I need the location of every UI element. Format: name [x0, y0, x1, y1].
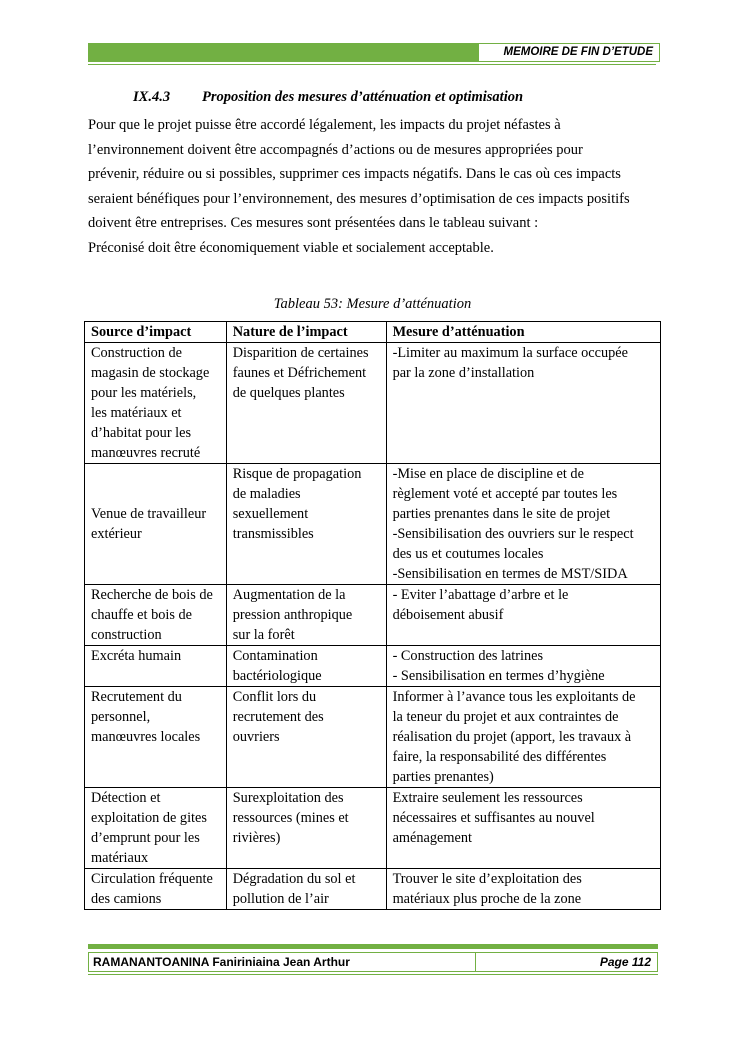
cell-text: -Sensibilisation en termes de MST/SIDA: [392, 566, 628, 582]
cell-text: Détection et: [91, 790, 161, 806]
cell-mesure: [386, 869, 660, 910]
cell-nature: [226, 687, 386, 788]
cell-nature: [226, 464, 386, 585]
table-row: [85, 464, 661, 585]
header-title: MEMOIRE DE FIN D’ETUDE: [503, 46, 653, 58]
cell-text: par la zone d’installation: [392, 365, 535, 381]
cell-text: Contamination: [232, 648, 318, 664]
header-rule: [88, 64, 656, 65]
table-header-row: [85, 322, 661, 343]
cell-text: sur la forêt: [232, 627, 295, 643]
cell-text: parties prenantes dans le site de projet: [392, 506, 611, 522]
footer-band: [88, 944, 658, 949]
cell-text: réalisation du projet (apport, les travaux à: [392, 729, 632, 745]
paragraph-line: Préconisé doit être économiquement viable et socialement acceptable.: [88, 239, 494, 256]
cell-text: matériaux plus proche de la zone: [392, 891, 582, 907]
table-body: [85, 343, 661, 910]
cell-text: chauffe et bois de: [91, 607, 192, 623]
table-row: [85, 585, 661, 646]
table-row: [85, 646, 661, 687]
cell-text: faire, la responsabilité des différentes: [392, 749, 607, 765]
cell-text: pollution de l’air: [232, 891, 329, 907]
cell-text: recrutement des: [232, 709, 324, 725]
table-row: [85, 788, 661, 869]
cell-text: Extraire seulement les ressources: [392, 790, 583, 806]
cell-text: - Sensibilisation en termes d’hygiène: [392, 668, 605, 684]
cell-text: Risque de propagation: [232, 466, 362, 482]
cell-nature: [226, 869, 386, 910]
cell-mesure: [386, 585, 660, 646]
cell-text: de maladies: [232, 486, 301, 502]
cell-source: [85, 788, 227, 869]
cell-text: -Sensibilisation des ouvriers sur le respect: [392, 526, 634, 542]
header-source: Source d’impact: [85, 322, 227, 343]
footer-rule: [88, 974, 658, 975]
cell-text: Dégradation du sol et: [232, 871, 356, 887]
paragraph-line: Pour que le projet puisse être accordé légalement, les impacts du projet néfastes à: [88, 117, 561, 133]
body-paragraph: [88, 113, 658, 261]
cell-text: aménagement: [392, 830, 472, 846]
cell-text: ressources (mines et: [232, 810, 349, 826]
table-row: [85, 869, 661, 910]
cell-text: Disparition de certaines: [232, 345, 369, 361]
cell-text: Construction de: [91, 345, 182, 361]
cell-text: Excréta humain: [91, 648, 182, 664]
cell-source: [85, 464, 227, 585]
page-footer: [88, 952, 658, 972]
cell-text: bactériologique: [232, 668, 322, 684]
paragraph-line: prévenir, réduire ou si possibles, supprimer ces impacts négatifs. Dans le cas où ces impacts: [88, 166, 621, 183]
cell-text: construction: [91, 627, 162, 643]
cell-text: ouvriers: [232, 729, 280, 745]
cell-source: [85, 646, 227, 687]
cell-nature: [226, 646, 386, 687]
cell-mesure: [386, 788, 660, 869]
paragraph-line: l’environnement doivent être accompagnés d’actions ou de mesures appropriées pour: [88, 141, 583, 158]
cell-text: - Construction des latrines: [392, 648, 544, 664]
cell-text: -Limiter au maximum la surface occupée: [392, 345, 628, 361]
cell-text: manœuvres recruté: [91, 445, 201, 461]
cell-text: de quelques plantes: [232, 385, 345, 401]
cell-text: -Mise en place de discipline et de: [392, 466, 584, 482]
cell-text: Circulation fréquente: [91, 871, 213, 887]
footer-author: RAMANANTOANINA Faniriniaina Jean Arthur: [93, 955, 350, 969]
cell-text: Conflit lors du: [232, 689, 317, 705]
cell-text: transmissibles: [232, 526, 314, 542]
cell-text: extérieur: [91, 526, 142, 542]
header-title-box: [478, 43, 660, 62]
cell-text: pression anthropique: [232, 607, 353, 623]
table-row: [85, 687, 661, 788]
cell-text: d’emprunt pour les: [91, 830, 200, 846]
header-band: [88, 43, 478, 62]
cell-text: - Eviter l’abattage d’arbre et le: [392, 587, 569, 603]
paragraph-line: doivent être entreprises. Ces mesures sont présentées dans le tableau suivant :: [88, 215, 539, 232]
table-caption: Tableau 53: Mesure d’atténuation: [273, 296, 472, 312]
paragraph-line: seraient bénéfiques pour l’environnement, des mesures d’optimisation de ces impacts positifs: [88, 190, 630, 207]
cell-text: matériaux: [91, 850, 149, 866]
cell-text: Augmentation de la: [232, 587, 346, 603]
page-header: [88, 43, 656, 62]
cell-text: nécessaires et suffisantes au nouvel: [392, 810, 595, 826]
cell-text: Trouver le site d’exploitation des: [392, 871, 582, 887]
cell-text: faunes et Défrichement: [232, 365, 367, 381]
cell-text: les matériaux et: [91, 405, 182, 421]
cell-text: rivières): [232, 830, 281, 846]
cell-nature: [226, 788, 386, 869]
cell-text: Recherche de bois de: [91, 587, 213, 603]
cell-text: exploitation de gites: [91, 810, 207, 826]
cell-mesure: [386, 646, 660, 687]
cell-source: [85, 585, 227, 646]
section-heading: [133, 89, 523, 106]
section-number: IX.4.3: [133, 89, 171, 105]
cell-text: Informer à l’avance tous les exploitants de: [392, 689, 636, 705]
cell-mesure: [386, 464, 660, 585]
cell-text: des camions: [91, 891, 162, 907]
cell-source: [85, 869, 227, 910]
mitigation-table: [84, 321, 661, 910]
cell-text: parties prenantes): [392, 769, 494, 785]
cell-text: manœuvres locales: [91, 729, 201, 745]
cell-text: Recrutement du: [91, 689, 182, 705]
cell-text: personnel,: [91, 709, 151, 725]
header-mesure: Mesure d’atténuation: [386, 322, 660, 343]
cell-nature: [226, 343, 386, 464]
cell-text: la teneur du projet et aux contraintes de: [392, 709, 619, 725]
footer-page-number: Page 112: [599, 955, 651, 969]
cell-text: sexuellement: [232, 506, 309, 522]
cell-text: magasin de stockage: [91, 365, 210, 381]
header-nature: Nature de l’impact: [226, 322, 386, 343]
cell-mesure: [386, 343, 660, 464]
cell-text: déboisement abusif: [392, 607, 504, 623]
cell-text: Venue de travailleur: [91, 506, 207, 522]
cell-mesure: [386, 687, 660, 788]
cell-source: [85, 343, 227, 464]
cell-text: Surexploitation des: [232, 790, 344, 806]
cell-text: pour les matériels,: [91, 385, 197, 401]
table-row: [85, 343, 661, 464]
section-title: Proposition des mesures d’atténuation et optimisation: [202, 89, 524, 105]
cell-text: des us et coutumes locales: [392, 546, 544, 562]
cell-text: règlement voté et accepté par toutes les: [392, 486, 618, 502]
footer-divider: [475, 953, 476, 971]
cell-nature: [226, 585, 386, 646]
cell-source: [85, 687, 227, 788]
cell-text: d’habitat pour les: [91, 425, 192, 441]
